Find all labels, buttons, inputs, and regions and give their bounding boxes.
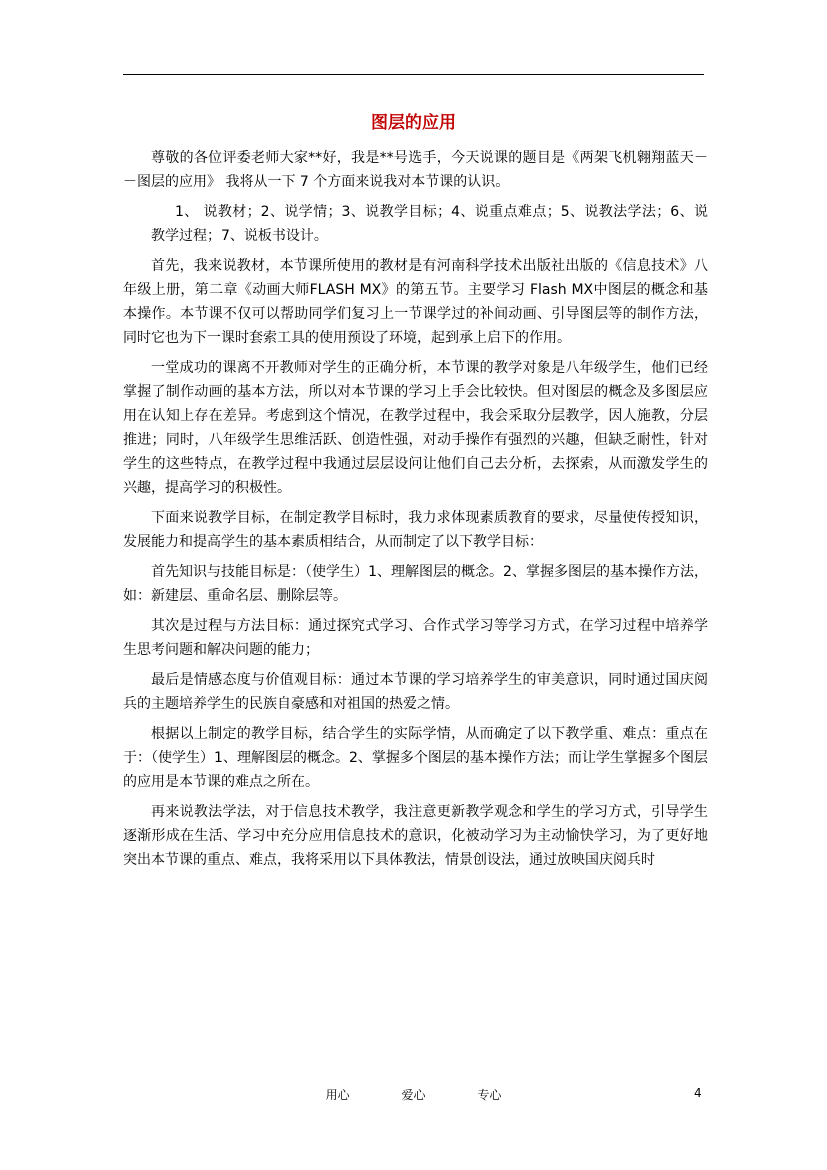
paragraph-students: 一堂成功的课离不开教师对学生的正确分析，本节课的教学对象是八年级学生，他们已经掌握了制作动画的基本方法，所以对本节课的学习上手会比较快。但对图层的概念及多图层应用在认知上存在差异。考虑到这个情况，在教学过程中，我会采取分层教学，因人施教，分层推进；同时，八年级学生思维活跃、创造性强，对动手操作有强烈的兴趣，但缺乏耐性，针对学生的这些特点，在教学过程中我通过层层设问让他们自己去分析，去探索，从而激发学生的兴趣，提高学习的积极性。	[123, 360, 708, 496]
page-footer	[0, 1086, 827, 1106]
paragraph-emotion-goal: 最后是情感态度与价值观目标：通过本节课的学习培养学生的审美意识，同时通过国庆阅兵的主题培养学生的民族自豪感和对祖国的热爱之情。	[123, 672, 708, 712]
paragraph-intro: 尊敬的各位评委老师大家**好，我是**号选手，今天说课的题目是《两架飞机翱翔蓝天－－图层的应用》 我将从一下 7 个方面来说我对本节课的认识。	[123, 150, 708, 190]
footer-motto	[0, 1086, 827, 1103]
footer-item: 专心	[477, 1088, 502, 1102]
paragraph-process-goal: 其次是过程与方法目标：通过探究式学习、合作式学习等学习方式，在学习过程中培养学生思考问题和解决问题的能力；	[123, 618, 708, 658]
paragraph-knowledge-goal: 首先知识与技能目标是：（使学生）1、理解图层的概念。2、掌握多图层的基本操作方法，如：新建层、重命名层、删除层等。	[123, 564, 708, 604]
paragraph-outline	[123, 200, 708, 248]
footer-item: 用心	[325, 1088, 350, 1102]
paragraph-objectives: 下面来说教学目标，在制定教学目标时，我力求体现素质教育的要求，尽量使传授知识，发展能力和提高学生的基本素质相结合，从而制定了以下教学目标：	[123, 510, 708, 550]
header-rule	[123, 74, 704, 75]
outline-text: 1、 说教材；2、说学情；3、说教学目标；4、说重点难点；5、说教法学法；6、说教学过程；7、说板书设计。	[151, 204, 708, 244]
paragraph-key-points: 根据以上制定的教学目标，结合学生的实际学情，从而确定了以下教学重、难点：重点在于：（使学生）1、理解图层的概念。2、掌握多个图层的基本操作方法；而让学生掌握多个图层的应用是本节课的难点之所在。	[123, 726, 708, 790]
page-number: 4	[694, 1086, 702, 1100]
paragraph-methods: 再来说教法学法，对于信息技术教学，我注意更新教学观念和学生的学习方式，引导学生逐渐形成在生活、学习中充分应用信息技术的意识，化被动学习为主动愉快学习，为了更好地突出本节课的重点、难点，我将采用以下具体教法，情景创设法，通过放映国庆阅兵时	[123, 804, 708, 868]
document-title: 图层的应用	[371, 113, 456, 133]
footer-item: 爱心	[401, 1088, 426, 1102]
document-body	[123, 146, 708, 878]
paragraph-textbook: 首先，我来说教材，本节课所使用的教材是有河南科学技术出版社出版的《信息技术》八年级上册，第二章《动画大师FLASH MX》的第五节。主要学习 Flash MX中图层的概念和基本操作。本节课不仅可以帮助同学们复习上一节课学过的补间动画、引导图层等的制作方法，同时它也为下一课时套索工具的使用预设了环境，起到承上启下的作用。	[123, 258, 708, 346]
